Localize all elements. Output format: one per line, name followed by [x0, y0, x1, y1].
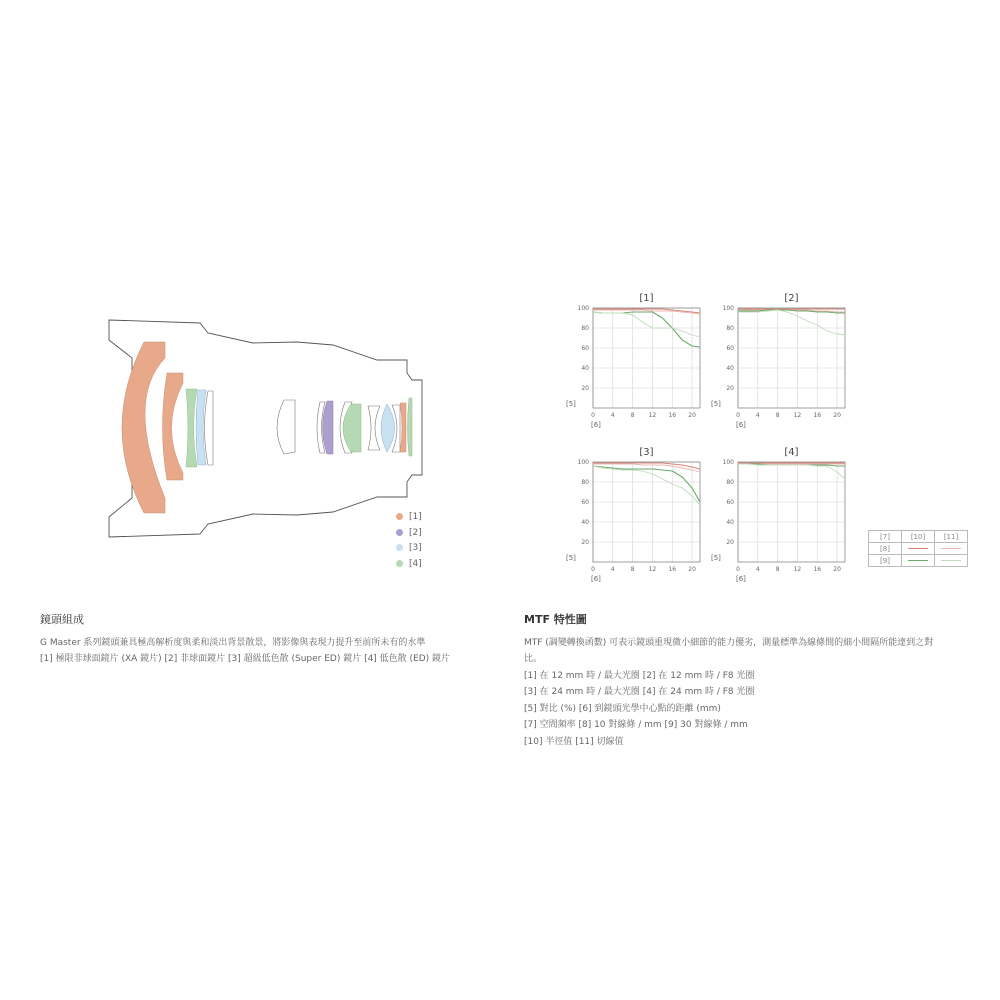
mtf-section: [524, 612, 944, 750]
mtf-chart-3: [560, 442, 710, 587]
mtf-legend-table: [868, 530, 968, 567]
x-axis-label: [6]: [591, 575, 601, 583]
legend-line-tangential-10: [941, 548, 961, 549]
y-tick-label: 20: [581, 385, 589, 392]
chart-title: [4]: [784, 447, 799, 458]
lens-element-clear-2: [277, 400, 295, 454]
y-tick-label: 40: [581, 519, 589, 526]
legend-line-radial-10: [908, 548, 928, 549]
y-tick-label: 80: [726, 479, 734, 486]
legend-cell: [935, 555, 968, 567]
x-tick-label: 4: [755, 412, 760, 419]
lens-legend-item: [4]: [396, 557, 422, 573]
x-tick-label: 20: [688, 412, 696, 419]
mtf-chart-1: [560, 288, 710, 433]
legend-header: [7]: [869, 531, 902, 543]
x-tick-label: 8: [630, 412, 635, 419]
x-tick-label: 12: [793, 412, 802, 419]
section-line: [1] 在 12 mm 時 / 最大光圈 [2] 在 12 mm 時 / F8 光圈: [524, 670, 755, 681]
x-tick-label: 0: [591, 566, 595, 573]
x-tick-label: 20: [833, 566, 841, 573]
x-tick-label: 0: [736, 566, 740, 573]
section-title: MTF 特性圖: [524, 613, 587, 626]
lens-legend-item: [3]: [396, 541, 422, 557]
x-tick-label: 12: [648, 566, 657, 573]
legend-header: [11]: [935, 531, 968, 543]
y-tick-label: 40: [726, 365, 734, 372]
legend-row-label: [8]: [869, 543, 902, 555]
x-tick-label: 16: [668, 412, 677, 419]
y-tick-label: 80: [581, 325, 589, 332]
lens-element-clear-1: [205, 391, 214, 465]
lens-element-aspherical: [323, 401, 334, 454]
legend-dot-icon: [396, 529, 403, 536]
legend-line-radial-30: [908, 560, 928, 561]
y-tick-label: 100: [722, 305, 734, 312]
y-tick-label: 100: [577, 459, 589, 466]
x-tick-label: 16: [668, 566, 677, 573]
mtf-chart-2: [705, 288, 855, 433]
lens-element-ed-2: [343, 404, 361, 452]
y-tick-label: 60: [726, 345, 734, 352]
y-tick-label: 100: [722, 459, 734, 466]
plot-frame: [593, 462, 700, 562]
y-tick-label: 40: [581, 365, 589, 372]
section-body: G Master 系列鏡頭兼具極高解析度與柔和淡出背景散景，將影像與表現力提升至前所未有的水準: [40, 637, 426, 648]
section-notes: [1] 極限非球面鏡片 (XA 鏡片) [2] 非球面鏡片 [3] 超級低色散 (Super ED) 鏡片 [4] 低色散 (ED) 鏡片: [40, 654, 451, 664]
chart-title: [2]: [784, 293, 799, 304]
lens-construction-section: [40, 612, 460, 668]
y-tick-label: 60: [726, 499, 734, 506]
y-tick-label: 80: [726, 325, 734, 332]
plot-frame: [738, 308, 845, 408]
section-line: [3] 在 24 mm 時 / 最大光圈 [4] 在 24 mm 時 / F8 光圈: [524, 687, 755, 697]
mtf-series-line: [593, 466, 700, 505]
chart-title: [1]: [639, 293, 654, 304]
lens-element-xa-3: [400, 403, 406, 452]
y-axis-label: [5]: [711, 554, 721, 562]
lens-construction-diagram: [100, 310, 440, 550]
y-tick-label: 20: [726, 539, 734, 546]
y-tick-label: 60: [581, 345, 589, 352]
chart-title: [3]: [639, 447, 654, 458]
y-axis-label: [5]: [566, 400, 576, 408]
lens-element-clear-5: [368, 406, 380, 450]
plot-frame: [738, 462, 845, 562]
x-tick-label: 8: [775, 566, 780, 573]
lens-element-super-ed-2: [381, 404, 395, 452]
y-axis-label: [5]: [711, 400, 721, 408]
x-tick-label: 12: [793, 566, 802, 573]
legend-cell: [902, 543, 935, 555]
x-tick-label: 4: [610, 566, 615, 573]
mtf-series-line: [738, 464, 845, 479]
mtf-series-line: [593, 312, 700, 347]
x-tick-label: 4: [755, 566, 760, 573]
y-tick-label: 100: [577, 305, 589, 312]
lens-element-ed-3: [408, 398, 413, 456]
plot-frame: [593, 308, 700, 408]
legend-header: [10]: [902, 531, 935, 543]
x-tick-label: 4: [610, 412, 615, 419]
lens-element-ed-1: [186, 389, 197, 467]
section-line: [5] 對比 (%) [6] 到鏡頭光學中心點的距離 (mm): [524, 703, 721, 714]
mtf-series-line: [593, 466, 700, 502]
legend-dot-icon: [396, 544, 403, 551]
legend-dot-icon: [396, 560, 403, 567]
section-line: [10] 半徑值 [11] 切線值: [524, 736, 624, 747]
x-tick-label: 12: [648, 412, 657, 419]
legend-dot-icon: [396, 513, 403, 520]
x-tick-label: 16: [813, 566, 822, 573]
mtf-chart-4: [705, 442, 855, 587]
lens-legend-item: [2]: [396, 526, 422, 542]
legend-line-tangential-30: [941, 560, 961, 561]
x-axis-label: [6]: [736, 575, 746, 583]
lens-element-xa-2: [163, 373, 184, 480]
mtf-series-line: [738, 310, 845, 335]
x-tick-label: 8: [775, 412, 780, 419]
x-tick-label: 20: [688, 566, 696, 573]
x-tick-label: 16: [813, 412, 822, 419]
legend-cell: [902, 555, 935, 567]
section-body: MTF (調變轉換函數) 可表示鏡頭重現微小細節的能力優劣，測量標準為線條間的細小間隔所能達到之對比。: [524, 637, 934, 664]
y-tick-label: 80: [581, 479, 589, 486]
x-tick-label: 0: [736, 412, 740, 419]
mtf-series-line: [593, 312, 700, 337]
lens-element-xa-1: [122, 342, 165, 513]
y-tick-label: 20: [726, 385, 734, 392]
y-tick-label: 60: [581, 499, 589, 506]
x-axis-label: [6]: [591, 421, 601, 429]
y-tick-label: 40: [726, 519, 734, 526]
x-tick-label: 20: [833, 412, 841, 419]
lens-legend: [396, 510, 422, 572]
x-tick-label: 8: [630, 566, 635, 573]
lens-legend-item: [1]: [396, 510, 422, 526]
y-axis-label: [5]: [566, 554, 576, 562]
section-line: [7] 空間頻率 [8] 10 對線條 / mm [9] 30 對線條 / mm: [524, 720, 748, 730]
legend-row-label: [9]: [869, 555, 902, 567]
y-tick-label: 20: [581, 539, 589, 546]
x-tick-label: 0: [591, 412, 595, 419]
legend-cell: [935, 543, 968, 555]
section-title: 鏡頭組成: [40, 613, 84, 626]
x-axis-label: [6]: [736, 421, 746, 429]
